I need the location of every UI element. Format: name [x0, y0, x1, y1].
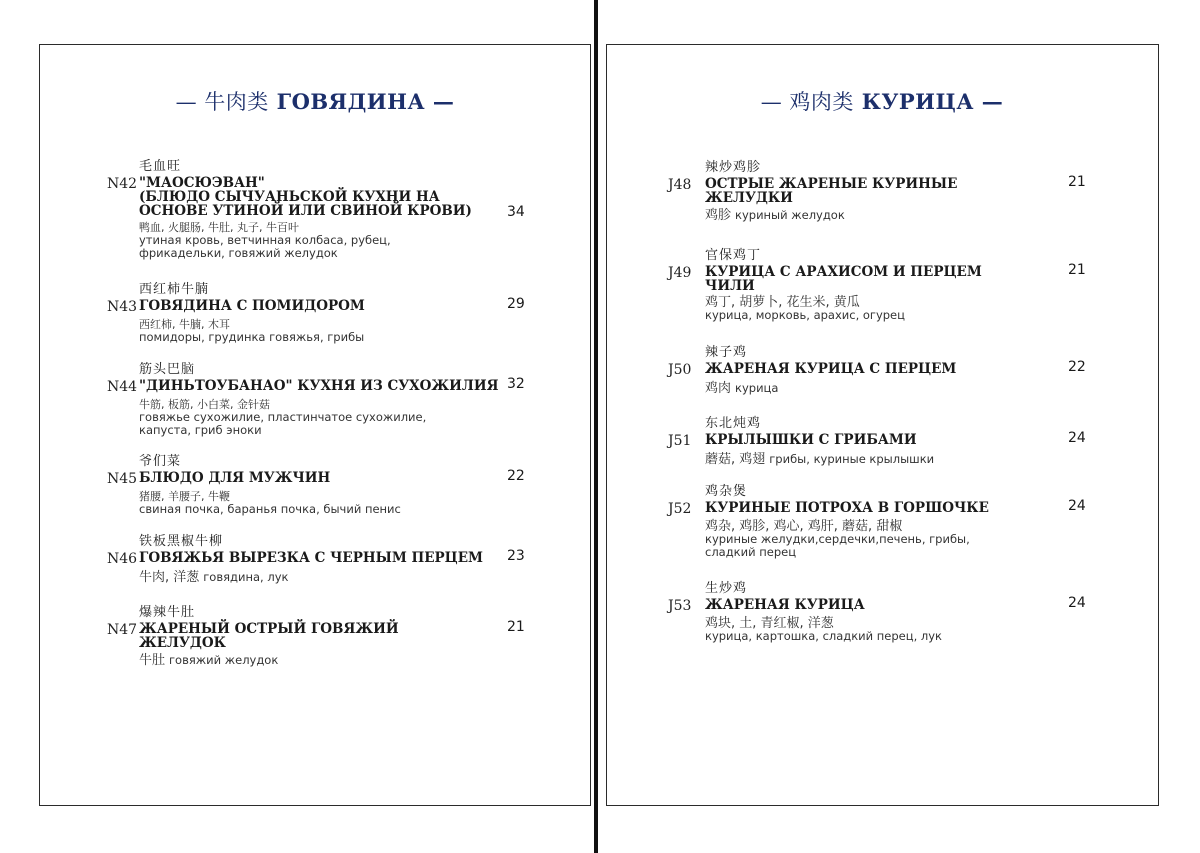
dish-ingredients-ru: куриные желудки,сердечки,печень, грибы, сладкий перец — [705, 532, 970, 559]
dish-ingredients-zh: 猪腰, 羊腰子, 牛鞭 — [139, 490, 230, 503]
dish-ingredients-zh: 鸡块, 土, 青红椒, 洋葱 — [705, 616, 834, 631]
dish-name-ru: "МАОСЮЭВАН" (БЛЮДО СЫЧУАНЬСКОЙ КУХНИ НА ОСНОВЕ УТИНОЙ ИЛИ СВИНОЙ КРОВИ) — [139, 175, 472, 219]
dish-code: J49 — [668, 265, 692, 281]
dish-price: 24 — [1068, 498, 1086, 514]
dish-ingredients-ru: свиная почка, баранья почка, бычий пенис — [139, 502, 401, 516]
dish-ingredients-zh: 鸡肉 — [705, 381, 732, 396]
dish-code: N47 — [107, 622, 138, 638]
dish-name-zh: 官保鸡丁 — [705, 248, 762, 263]
dish-name-ru: ОСТРЫЕ ЖАРЕНЫЕ КУРИНЫЕ ЖЕЛУДКИ — [705, 176, 958, 206]
section-title-zh: — 鸡肉类 — [760, 90, 854, 114]
dish-name-zh: 东北炖鸡 — [705, 416, 762, 431]
dish-name-ru: ГОВЯДИНА С ПОМИДОРОМ — [139, 298, 365, 314]
dish-price: 21 — [1068, 262, 1086, 278]
menu-item-n47 — [107, 601, 527, 668]
dish-code: N44 — [107, 379, 138, 395]
dish-ingredients-ru: курица, морковь, арахис, огурец — [705, 308, 905, 322]
dish-ingredients — [705, 452, 1093, 467]
dish-name-ru: "ДИНЬТОУБАНАО" КУХНЯ ИЗ СУХОЖИЛИЯ — [139, 378, 499, 394]
dish-ingredients — [139, 653, 527, 668]
dish-ingredients — [139, 570, 527, 585]
dish-name-ru: КУРИНЫЕ ПОТРОХА В ГОРШОЧКЕ — [705, 500, 989, 516]
menu-item-j53 — [668, 577, 1093, 643]
menu-item-n43 — [107, 278, 527, 344]
dish-ingredients-ru: грибы, куриные крылышки — [769, 452, 935, 466]
dish-name-zh: 生炒鸡 — [705, 581, 748, 596]
dish-ingredients — [705, 381, 1093, 396]
dish-code: N45 — [107, 471, 138, 487]
dish-name-ru: БЛЮДО ДЛЯ МУЖЧИН — [139, 470, 331, 486]
dish-ingredients-ru: утиная кровь, ветчинная колбаса, рубец, фрикадельки, говяжий желудок — [139, 233, 391, 260]
dish-name-zh: 筋头巴脑 — [139, 362, 196, 377]
dish-code: N42 — [107, 176, 138, 192]
dish-name-ru: ЖАРЕНЫЙ ОСТРЫЙ ГОВЯЖИЙ ЖЕЛУДОК — [139, 621, 399, 651]
dish-name-ru: ГОВЯЖЬЯ ВЫРЕЗКА С ЧЕРНЫМ ПЕРЦЕМ — [139, 550, 483, 566]
section-title-ru: КУРИЦА — — [861, 89, 1004, 114]
dish-code: J51 — [668, 433, 692, 449]
dish-ingredients-zh: 牛肉, 洋葱 — [139, 570, 200, 585]
dish-name-ru: ЖАРЕНАЯ КУРИЦА С ПЕРЦЕМ — [705, 361, 957, 377]
dish-ingredients-zh: 西红柿, 牛腩, 木耳 — [139, 318, 230, 331]
dish-ingredients-ru: говяжье сухожилие, пластинчатое сухожилие, капуста, гриб эноки — [139, 410, 427, 437]
dish-name-ru: ЖАРЕНАЯ КУРИЦА — [705, 597, 865, 613]
dish-ingredients-zh: 鸭血, 火腿肠, 牛肚, 丸子, 牛百叶 — [139, 221, 299, 234]
menu-item-j50 — [668, 341, 1093, 396]
dish-price: 34 — [507, 204, 525, 220]
menu-item-n42 — [107, 155, 527, 260]
dish-ingredients-zh: 鸡杂, 鸡胗, 鸡心, 鸡肝, 蘑菇, 甜椒 — [705, 519, 903, 534]
dish-name-zh: 毛血旺 — [139, 159, 182, 174]
menu-item-n44 — [107, 358, 527, 437]
dish-ingredients-ru: говяжий желудок — [169, 653, 279, 667]
dish-price: 22 — [1068, 359, 1086, 375]
menu-item-j51 — [668, 412, 1093, 467]
dish-code: J52 — [668, 501, 692, 517]
dish-ingredients-zh: 鸡丁, 胡萝卜, 花生米, 黄瓜 — [705, 295, 860, 310]
dish-price: 23 — [507, 548, 525, 564]
dish-code: N46 — [107, 551, 138, 567]
dish-name-zh: 西红柿牛腩 — [139, 282, 210, 297]
dish-name-zh: 辣子鸡 — [705, 345, 748, 360]
dish-ingredients-ru: курица — [735, 381, 779, 395]
dish-price: 24 — [1068, 595, 1086, 611]
dish-ingredients-zh: 鸡胗 — [705, 208, 732, 223]
dish-ingredients-ru: помидоры, грудинка говяжья, грибы — [139, 330, 365, 344]
dish-price: 22 — [507, 468, 525, 484]
section-title-chicken — [606, 86, 1158, 114]
dish-code: J48 — [668, 177, 692, 193]
section-title-zh: — 牛肉类 — [175, 90, 269, 114]
dish-ingredients-zh: 牛筋, 板筋, 小白菜, 金针菇 — [139, 398, 270, 411]
dish-ingredients-zh: 蘑菇, 鸡翅 — [705, 452, 766, 467]
dish-price: 32 — [507, 376, 525, 392]
dish-name-zh: 辣炒鸡胗 — [705, 160, 762, 175]
dish-code: J50 — [668, 362, 692, 378]
menu-item-j52 — [668, 480, 1093, 559]
section-title-ru: ГОВЯДИНА — — [276, 89, 455, 114]
dish-code: J53 — [668, 598, 692, 614]
menu-item-j48 — [668, 156, 1093, 223]
dish-price: 21 — [1068, 174, 1086, 190]
menu-item-n46 — [107, 530, 527, 585]
dish-ingredients-ru: говядина, лук — [203, 570, 289, 584]
dish-price: 21 — [507, 619, 525, 635]
dish-ingredients-zh: 牛肚 — [139, 653, 166, 668]
menu-item-n45 — [107, 450, 527, 516]
dish-price: 24 — [1068, 430, 1086, 446]
menu-item-j49 — [668, 244, 1093, 322]
dish-ingredients-ru: куриный желудок — [735, 208, 845, 222]
dish-name-zh: 爷们菜 — [139, 454, 182, 469]
dish-name-zh: 鸡杂煲 — [705, 484, 748, 499]
dish-price: 29 — [507, 296, 525, 312]
dish-code: N43 — [107, 299, 138, 315]
book-spine — [594, 0, 598, 853]
dish-name-ru: КУРИЦА С АРАХИСОМ И ПЕРЦЕМ ЧИЛИ — [705, 264, 982, 294]
dish-name-zh: 爆辣牛肚 — [139, 605, 196, 620]
dish-ingredients-ru: курица, картошка, сладкий перец, лук — [705, 629, 942, 643]
dish-name-zh: 铁板黑椒牛柳 — [139, 534, 224, 549]
section-title-beef — [39, 86, 591, 114]
dish-name-ru: КРЫЛЫШКИ С ГРИБАМИ — [705, 432, 917, 448]
dish-ingredients — [705, 208, 1093, 223]
